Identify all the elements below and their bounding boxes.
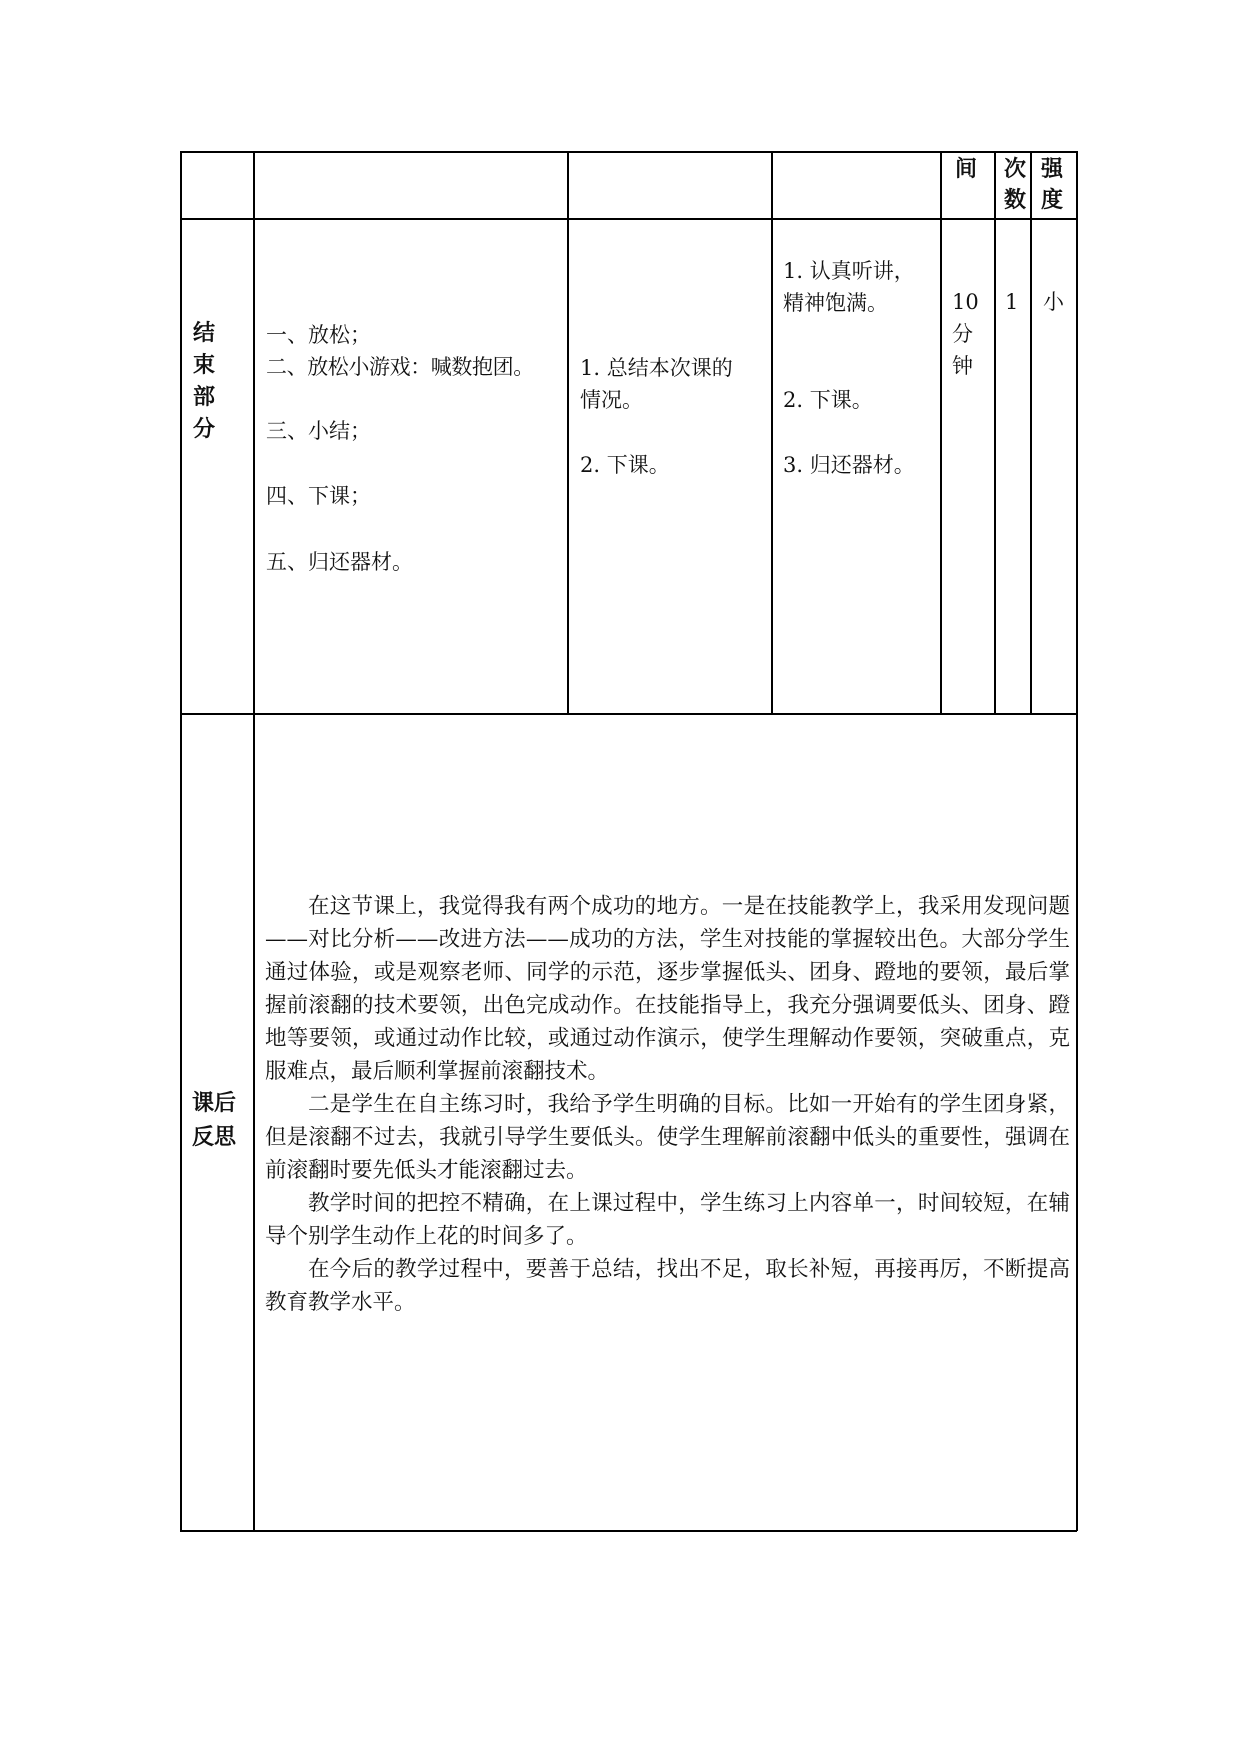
content-item: 五、归还器材。 <box>266 550 413 574</box>
section-label-char: 结 <box>193 321 216 346</box>
header-count-char: 数 <box>1004 188 1027 213</box>
reflection-text <box>265 890 1070 1319</box>
section-label-char: 束 <box>193 353 216 378</box>
label-column-divider <box>253 151 255 1531</box>
header-time-label: 间 <box>955 157 978 182</box>
section-label-char: 部 <box>193 385 216 410</box>
teacher-activity-line: 2. 下课。 <box>580 453 670 477</box>
time-line: 钟 <box>952 354 973 378</box>
content-item: 三、小结； <box>266 419 371 443</box>
student-activity-line: 1. 认真听讲， <box>783 259 915 283</box>
student-activity-line: 2. 下课。 <box>783 388 873 412</box>
reflection-label-line: 课后 <box>192 1091 237 1116</box>
teacher-activity-line: 1. 总结本次课的 <box>580 356 733 380</box>
reflection-paragraph: 在今后的教学过程中，要善于总结，找出不足，取长补短，再接再厉，不断提高教育教学水平。 <box>265 1257 1070 1315</box>
student-activity-line: 3. 归还器材。 <box>783 453 915 477</box>
time-column-divider <box>994 151 996 714</box>
table-bottom-border <box>180 1530 1077 1532</box>
count-value: 1 <box>1005 290 1019 314</box>
reflection-label-line: 反思 <box>192 1125 237 1150</box>
time-value <box>952 286 979 382</box>
section-label-char: 分 <box>193 417 216 442</box>
table-left-border <box>180 151 182 1531</box>
content-item: 二、放松小游戏：喊数抱团。 <box>266 355 534 379</box>
table-top-border <box>180 151 1077 153</box>
time-line: 分 <box>952 322 973 346</box>
content-item: 一、放松； <box>266 323 371 347</box>
header-count-char: 次 <box>1004 157 1027 182</box>
ending-row-divider <box>180 713 1077 715</box>
ending-section-label <box>193 318 215 446</box>
reflection-paragraph: 二是学生在自主练习时，我给予学生明确的目标。比如一开始有的学生团身紧，但是滚翻不过去，我就引导学生要低头。使学生理解前滚翻中低头的重要性，强调在前滚翻时要先低头才能滚翻过去。 <box>265 1092 1070 1183</box>
header-row-divider <box>180 218 1077 220</box>
table-right-border <box>1076 151 1078 1531</box>
reflection-label <box>192 1087 236 1155</box>
reflection-paragraph: 教学时间的把控不精确，在上课过程中，学生练习上内容单一，时间较短，在辅导个别学生动作上花的时间多了。 <box>265 1191 1070 1249</box>
intensity-value: 小 <box>1043 290 1064 314</box>
count-column-divider <box>1030 151 1032 714</box>
header-intensity-label <box>1041 154 1063 216</box>
content-column-divider <box>567 151 569 714</box>
reflection-paragraph: 在这节课上，我觉得我有两个成功的地方。一是在技能教学上，我采用发现问题——对比分析——改进方法——成功的方法，学生对技能的掌握较出色。大部分学生通过体验，或是观察老师、同学的示范，逐步掌握低头、团身、蹬地的要领，最后掌握前滚翻的技术要领，出色完成动作。在技能指导上，我充分强调要低头、团身、蹬地等要领，或通过动作比较，或通过动作演示，使学生理解动作要领，突破重点，克服难点，最后顺利掌握前滚翻技术。 <box>265 894 1070 1084</box>
content-item: 四、下课； <box>266 484 371 508</box>
student-activity-line: 精神饱满。 <box>783 291 888 315</box>
teacher-activity-line: 情况。 <box>580 388 643 412</box>
time-line: 10 <box>952 290 979 314</box>
student-column-divider <box>940 151 942 714</box>
header-intensity-char: 度 <box>1041 188 1064 213</box>
header-count-label <box>1004 154 1026 216</box>
teacher-column-divider <box>771 151 773 714</box>
header-intensity-char: 强 <box>1041 157 1064 182</box>
